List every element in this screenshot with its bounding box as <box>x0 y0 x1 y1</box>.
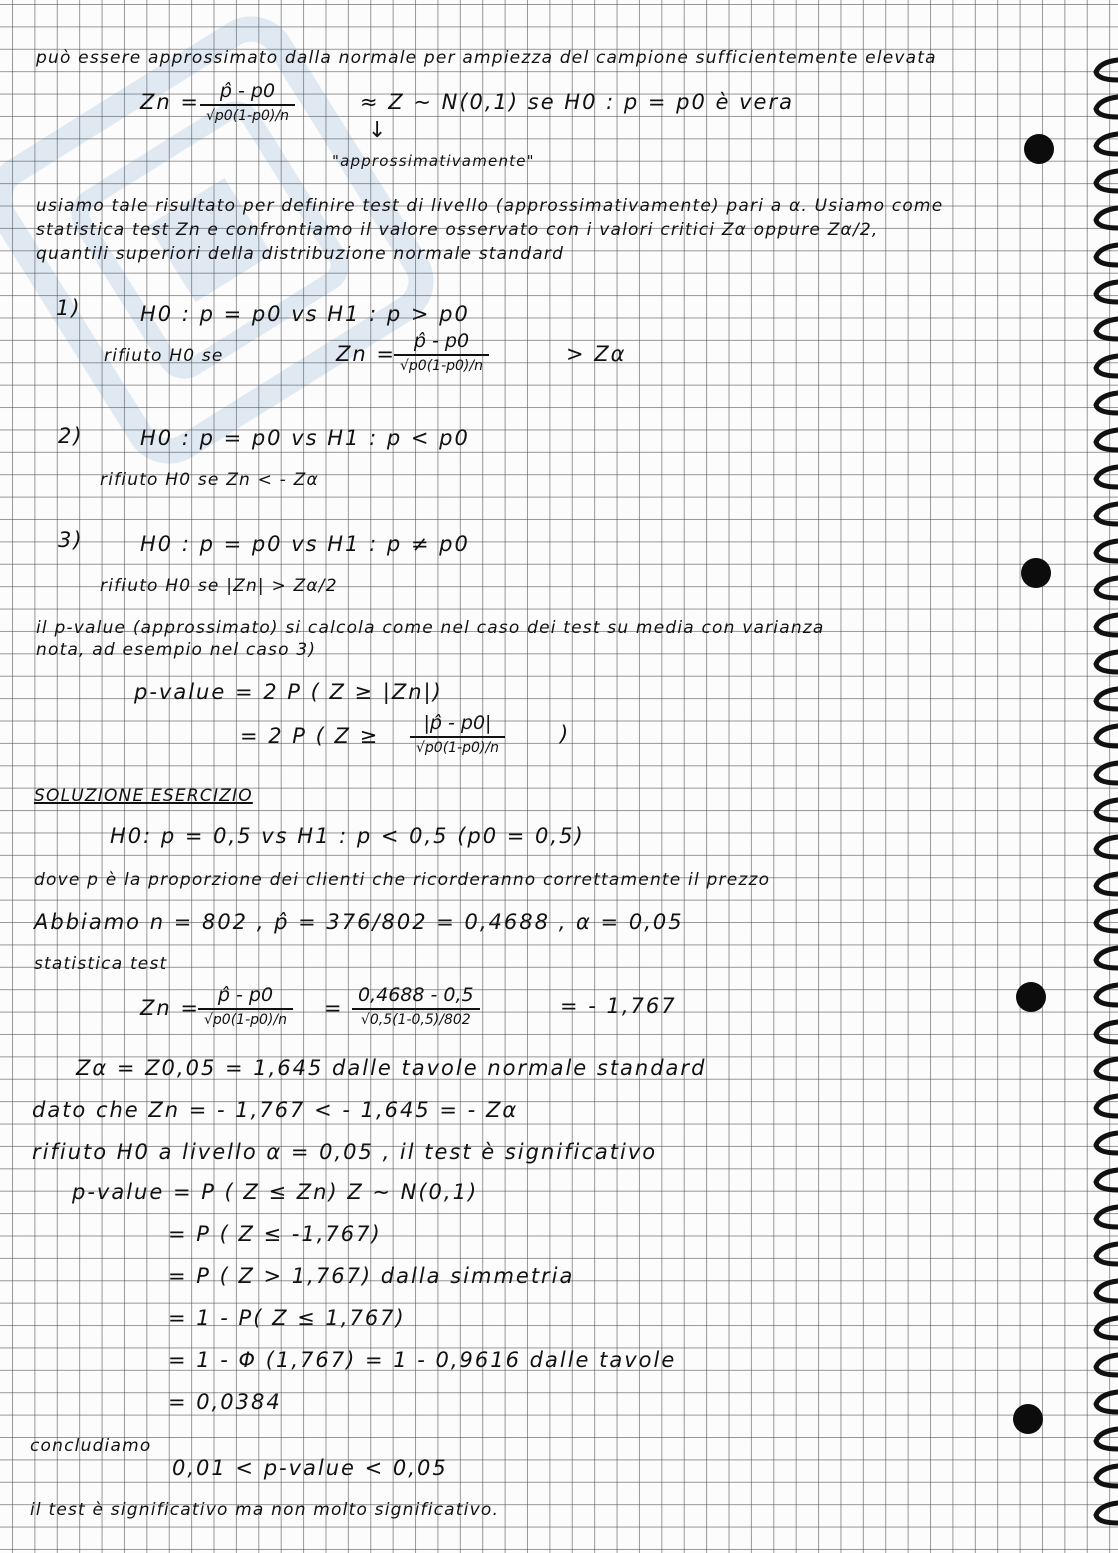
case-1-denominator: √p0(1-p0)/n <box>400 358 483 374</box>
binder-hole-icon <box>1021 558 1051 588</box>
binder-hole-icon <box>1016 982 1046 1012</box>
case-2-number: 2) <box>58 424 84 448</box>
zn-fraction <box>200 80 295 124</box>
case-1-hypotheses: H0 : p = p0 vs H1 : p > p0 <box>140 302 470 326</box>
case-1-reject: rifiuto H0 se <box>104 346 224 366</box>
pvalue-denominator: √p0(1-p0)/n <box>416 740 499 756</box>
conclusion-interval: 0,01 < p-value < 0,05 <box>172 1456 448 1480</box>
case-3-number: 3) <box>58 528 84 552</box>
conclusion-sentence: il test è significativo ma non molto significativo. <box>30 1500 500 1520</box>
case-1-tail: > Zα <box>566 342 627 366</box>
paragraph-line-2: statistica test Zn e confrontiamo il valore osservato con i valori critici Zα oppure Zα/2, <box>36 220 879 240</box>
pvalue-close-paren: ) <box>560 722 571 746</box>
case-3-hypotheses: H0 : p = p0 vs H1 : p ≠ p0 <box>140 532 470 556</box>
solution-fraction-1 <box>198 984 293 1028</box>
solution-decision: rifiuto H0 a livello α = 0,05 , il test è significativo <box>32 1140 658 1164</box>
spiral-binding-icon <box>1078 40 1118 1540</box>
pvalue-step-2: = P ( Z ≤ -1,767) <box>168 1222 382 1246</box>
zn-numerator: p̂ - p0 <box>219 80 276 102</box>
solution-f1-numerator: p̂ - p0 <box>217 984 274 1006</box>
case-1-zn: Zn = <box>336 342 396 366</box>
approx-normal: ≈ Z ∼ N(0,1) se H0 : p = p0 è vera <box>360 90 794 114</box>
solution-equals: = <box>324 996 344 1020</box>
case-1-number: 1) <box>56 296 82 320</box>
down-arrow-icon: ↓ <box>368 118 387 143</box>
solution-zn-value: = - 1,767 <box>560 994 677 1018</box>
pvalue-step-3: = P ( Z > 1,767) dalla simmetria <box>168 1264 575 1288</box>
paragraph-line-3: quantili superiori della distribuzione normale standard <box>36 244 565 264</box>
pvalue-formula-1: p-value = 2 P ( Z ≥ |Zn|) <box>134 680 443 704</box>
pvalue-step-4: = 1 - P( Z ≤ 1,767) <box>168 1306 406 1330</box>
case-3-reject: rifiuto H0 se |Zn| > Zα/2 <box>100 576 338 596</box>
pvalue-line-2: nota, ad esempio nel caso 3) <box>36 640 317 660</box>
line-intro: può essere approssimato dalla normale per ampiezza del campione sufficientemente elevata <box>36 48 937 68</box>
pvalue-fraction <box>410 712 505 756</box>
solution-definition: dove p è la proporzione dei clienti che ricorderanno correttamente il prezzo <box>34 870 771 890</box>
solution-f2-numerator: 0,4688 - 0,5 <box>358 984 474 1006</box>
case-1-numerator: p̂ - p0 <box>413 330 470 352</box>
case-1-fraction <box>394 330 489 374</box>
pvalue-numerator: |p̂ - p0| <box>423 712 492 734</box>
solution-title: SOLUZIONE ESERCIZIO <box>34 786 253 806</box>
solution-data: Abbiamo n = 802 , p̂ = 376/802 = 0,4688 , α = 0,05 <box>34 910 684 934</box>
solution-f1-denominator: √p0(1-p0)/n <box>204 1012 287 1028</box>
binder-hole-icon <box>1024 134 1054 164</box>
solution-zn-label: Zn = <box>140 996 200 1020</box>
pvalue-step-6: = 0,0384 <box>168 1390 282 1414</box>
pvalue-step-5: = 1 - Φ (1,767) = 1 - 0,9616 dalle tavole <box>168 1348 677 1372</box>
binder-hole-icon <box>1013 1404 1043 1434</box>
pvalue-step-1: p-value = P ( Z ≤ Zn) Z ∼ N(0,1) <box>72 1180 479 1204</box>
solution-comparison: dato che Zn = - 1,767 < - 1,645 = - Zα <box>32 1098 519 1122</box>
pvalue-line-1: il p-value (approssimato) si calcola come nel caso dei test su media con varianza <box>36 618 825 638</box>
solution-f2-denominator: √0,5(1-0,5)/802 <box>360 1012 471 1028</box>
approx-note: "approssimativamente" <box>332 152 535 170</box>
solution-statistic-label: statistica test <box>34 954 168 974</box>
case-2-reject: rifiuto H0 se Zn < - Zα <box>100 470 319 490</box>
paragraph-line-1: usiamo tale risultato per definire test di livello (approssimativamente) pari a α. Usiamo come <box>36 196 944 216</box>
case-2-hypotheses: H0 : p = p0 vs H1 : p < p0 <box>140 426 470 450</box>
zn-denominator: √p0(1-p0)/n <box>206 108 289 124</box>
pvalue-formula-2: = 2 P ( Z ≥ <box>240 724 380 748</box>
solution-fraction-2 <box>352 984 480 1028</box>
solution-hypotheses: H0: p = 0,5 vs H1 : p < 0,5 (p0 = 0,5) <box>110 824 585 848</box>
solution-critical-value: Zα = Z0,05 = 1,645 dalle tavole normale standard <box>76 1056 707 1080</box>
conclusion-label: concludiamo <box>30 1436 152 1456</box>
zn-label: Zn = <box>140 90 200 114</box>
